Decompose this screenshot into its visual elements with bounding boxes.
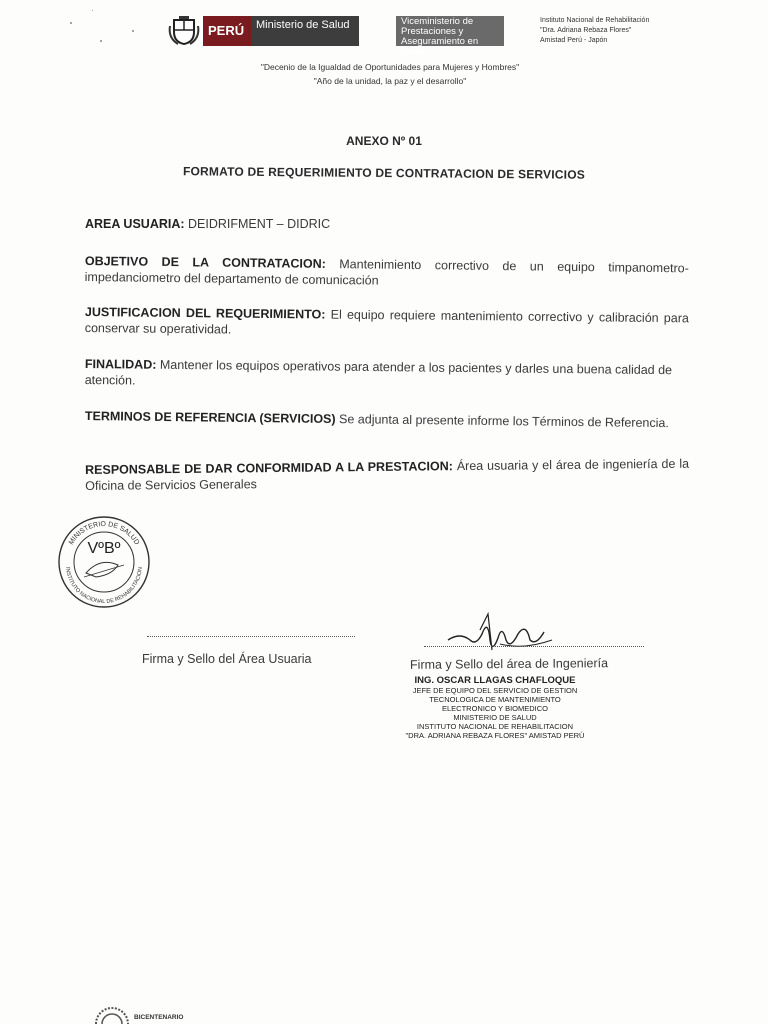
section-label: AREA USUARIA: [85,217,185,231]
scan-speck [70,22,72,24]
viceministerio-label: Viceministerio de Prestaciones y Aseguramiento en Salud [396,16,504,46]
section-label: JUSTIFICACION DEL REQUERIMIENTO: [84,304,326,322]
section-label: TERMINOS DE REFERENCIA (SERVICIOS) [84,408,336,427]
seal-name: ING. OSCAR LLAGAS CHAFLOQUE [414,675,576,686]
responsable-section [85,456,689,494]
area-usuaria-section [85,216,689,232]
annex-number: ANEXO Nº 01 [346,134,422,148]
decenio-motto [200,60,580,88]
bicentenario-label: BICENTENARIO [134,1014,184,1021]
seal-line: TECNOLOGICA DE MANTENIMIENTO [429,695,561,704]
annex-title: FORMATO DE REQUERIMIENTO DE CONTRATACION DE SERVICIOS [182,164,586,182]
section-label: FINALIDAD: [84,356,157,372]
instituto-label [540,16,690,46]
svg-text:INSTITUTO NACIONAL DE REHABILI: INSTITUTO NACIONAL DE REHABILITACION [64,566,144,606]
handwritten-signature-icon [440,610,560,656]
section-text: Mantenimiento correctivo de un equipo timpanometro-impedanciometro del departamento de comunicación [84,256,689,288]
section-label: RESPONSABLE DE DAR CONFORMIDAD A LA PRESTACION: [85,459,453,477]
scan-speck [132,30,134,32]
section-text: Área usuaria y el área de ingeniería de la Oficina de Servicios Generales [85,456,690,493]
section-text: Se adjunta al presente informe los Términos de Referencia. [335,412,669,431]
section-text: Mantener los equipos operativos para atender a los pacientes y darles una buena calidad de atención. [84,357,673,388]
section-text: DEIDRIFMENT – DIDRIC [184,217,331,231]
svg-text:MINISTERIO DE SALUD: MINISTERIO DE SALUD [67,520,141,547]
seal-line: INSTITUTO NACIONAL DE REHABILITACION [416,722,574,731]
ministerio-label: Ministerio de Salud [251,16,359,46]
left-signature-line [147,636,355,637]
engineer-seal [400,675,590,740]
scan-speck [92,10,93,11]
decenio-line: "Decenio de la Igualdad de Oportunidades para Mujeres y Hombres" [260,62,520,72]
instituto-line: Amistad Perú - Japón [540,37,608,44]
justificacion-section [85,304,689,342]
right-signature-label: Firma y Sello del área de Ingeniería [409,656,609,672]
finalidad-section [85,356,689,394]
section-text: El equipo requiere mantenimiento correctivo y calibración para conservar su operatividad. [84,307,689,337]
terminos-section [85,408,689,431]
vb-stamp-icon [56,515,152,609]
instituto-line: "Dra. Adriana Rebaza Flores" [540,27,632,34]
objetivo-section [85,253,689,292]
coat-of-arms-icon [168,16,200,46]
seal-line: JEFE DE EQUIPO DEL SERVICIO DE GESTION [412,686,578,695]
vb-text: VºBº [87,540,121,557]
letterhead [168,14,688,57]
bicentenario-logo-icon [92,1004,132,1024]
seal-line: "DRA. ADRIANA REBAZA FLORES" AMISTAD PERÚ [405,731,585,740]
peru-label: PERÚ [203,16,251,46]
seal-line: MINISTERIO DE SALUD [453,713,537,722]
scan-speck [100,40,102,42]
seal-line: ELECTRONICO Y BIOMEDICO [442,704,548,713]
left-signature-label: Firma y Sello del Área Usuaria [142,652,312,666]
instituto-line: Instituto Nacional de Rehabilitación [540,17,650,24]
year-line: "Año de la unidad, la paz y el desarrollo" [313,76,467,86]
section-label: OBJETIVO DE LA CONTRATACION: [84,253,326,271]
right-signature-line [424,646,644,647]
